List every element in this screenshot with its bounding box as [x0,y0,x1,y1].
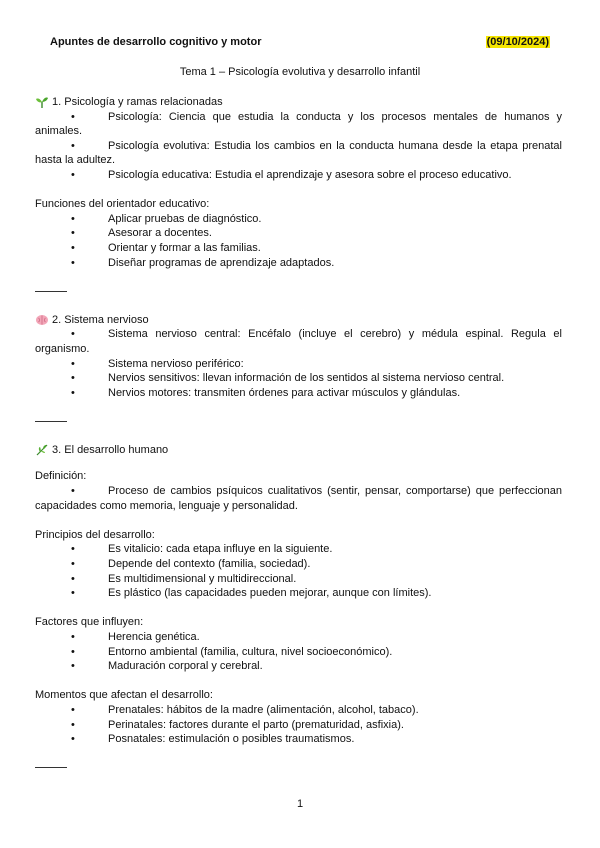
page-number: 1 [296,798,304,810]
list-item: • Asesorar a docentes. [71,227,212,240]
section-1-title: 1. Psicología y ramas relacionadas [52,96,223,108]
section-3-title: 3. El desarrollo humano [52,443,169,456]
definition-heading: Definición: [35,470,87,483]
moments-list [35,703,562,747]
list-item: • Depende del contexto (familia, sociedad). [71,558,311,571]
herb-icon [35,444,49,456]
section-2-heading [35,313,562,328]
section-divider [35,767,67,768]
topic-subtitle: Tema 1 – Psicología evolutiva y desarrollo infantil [179,66,421,78]
factors-list [35,630,562,674]
list-item: • Maduración corporal y cerebral. [71,660,263,673]
functions-list [35,212,562,270]
section-1-heading [35,95,562,110]
list-item: • Nervios sensitivos: llevan información de los sentidos al sistema nervioso central. [71,372,505,385]
section-3-heading [35,443,562,458]
list-item: • Proceso de cambios psíquicos cualitativos (sentir, pensar, comportarse) que perfeccionan capacidades como memoria, lenguaje y personalidad. [35,485,562,512]
list-item: • Herencia genética. [71,631,200,643]
principles-heading: Principios del desarrollo: [35,528,155,541]
document-title: Apuntes de desarrollo cognitivo y motor [50,36,262,48]
list-item: • Orientar y formar a las familias. [71,241,261,254]
list-item: • Sistema nervioso central: Encéfalo (incluye el cerebro) y médula espinal. Regula el organismo. [35,328,562,355]
list-item: • Psicología evolutiva: Estudia los cambios en la conducta humana desde la etapa prenatal hasta la adultez. [35,139,562,167]
list-item: • Es multidimensional y multidireccional. [71,572,297,585]
list-item: • Aplicar pruebas de diagnóstico. [71,212,262,225]
list-item: • Posnatales: estimulación o posibles traumatismos. [71,733,355,746]
list-item: • Perinatales: factores durante el parto (prematuridad, asfixia). [71,718,404,731]
section-2-title: 2. Sistema nervioso [52,313,149,326]
section-1-list [35,110,562,183]
definition-list [35,484,562,513]
seedling-icon [35,96,49,108]
list-item: • Diseñar programas de aprendizaje adaptados. [71,256,335,269]
section-2-list [35,327,562,400]
list-item: • Psicología: Ciencia que estudia la conducta y los procesos mentales de humanos y animales. [35,110,562,138]
list-item: • Entorno ambiental (familia, cultura, nivel socioeconómico). [71,645,393,658]
list-item: • Nervios motores: transmiten órdenes para activar músculos y glándulas. [71,386,461,399]
list-item: • Es vitalicio: cada etapa influye en la siguiente. [71,543,333,556]
document-body [35,95,562,768]
principles-list [35,542,562,600]
functions-heading: Funciones del orientador educativo: [35,198,210,211]
moments-heading: Momentos que afectan el desarrollo: [35,689,213,702]
list-item: • Psicología educativa: Estudia el aprendizaje y asesora sobre el proceso educativo. [71,168,512,181]
list-item: • Es plástico (las capacidades pueden mejorar, aunque con límites). [71,587,432,600]
document-date: (09/10/2024) [486,36,549,48]
brain-icon [35,314,49,326]
factors-heading: Factores que influyen: [35,616,144,629]
list-item: • Prenatales: hábitos de la madre (alimentación, alcohol, tabaco). [71,703,419,716]
list-item: • Sistema nervioso periférico: [71,357,244,370]
document-header [50,36,550,52]
